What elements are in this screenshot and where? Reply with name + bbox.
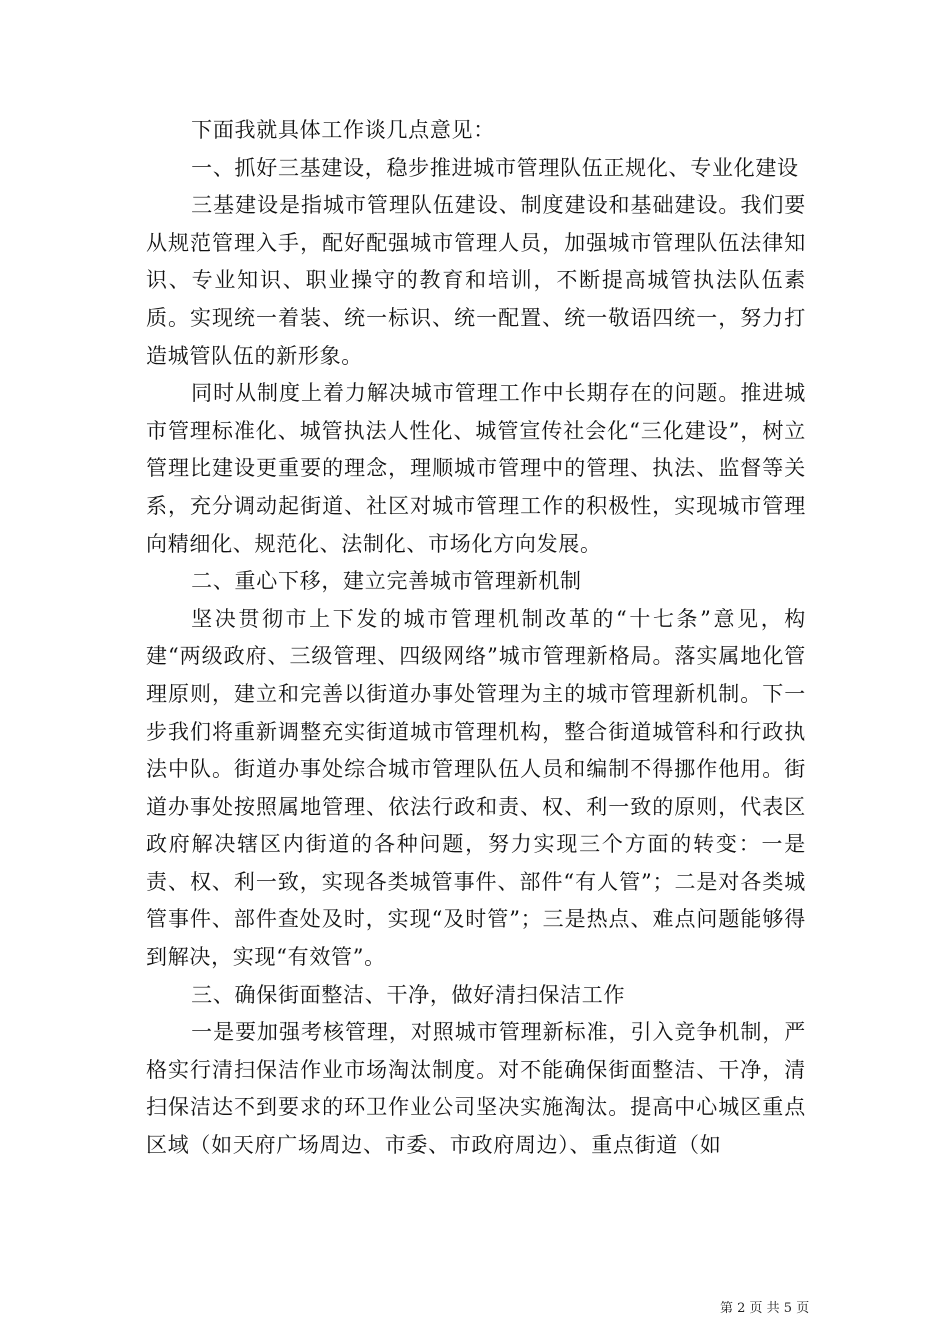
paragraph-mechanism: 坚决贯彻市上下发的城市管理机制改革的“十七条”意见，构建“两级政府、三级管理、四级网络”城市管理新格局。落实属地化管理原则，建立和完善以街道办事处管理为主的城市管理新机制。下一步我们将重新调整充实街道城市管理机构，整合街道城管科和行政执法中队。街道办事处综合城市管理队伍人员和编制不得挪作他用。街道办事处按照属地管理、依法行政和责、权、利一致的原则，代表区政府解决辖区内街道的各种问题，努力实现三个方面的转变：一是责、权、利一致，实现各类城管事件、部件“有人管”；二是对各类城管事件、部件查处及时，实现“及时管”；三是热点、难点问题能够得到解决，实现“有效管”。: [146, 606, 806, 970]
page-number-footer: 第 2 页 共 5 页: [720, 1301, 810, 1316]
document-body: [146, 112, 806, 1165]
paragraph-three-basics: 三基建设是指城市管理队伍建设、制度建设和基础建设。我们要从规范管理入手，配好配强城市管理人员，加强城市管理队伍法律知识、专业知识、职业操守的教育和培训，不断提高城管执法队伍素质。实现统一着装、统一标识、统一配置、统一敬语四统一，努力打造城管队伍的新形象。: [146, 193, 806, 368]
paragraph-institution: 同时从制度上着力解决城市管理工作中长期存在的问题。推进城市管理标准化、城管执法人性化、城管宣传社会化“三化建设”，树立管理比建设更重要的理念，理顺城市管理中的管理、执法、监督等关系，充分调动起街道、社区对城市管理工作的积极性，实现城市管理向精细化、规范化、法制化、市场化方向发展。: [146, 381, 806, 556]
section-heading-2: 二、重心下移，建立完善城市管理新机制: [191, 569, 582, 594]
section-heading-3: 三、确保街面整洁、干净，做好清扫保洁工作: [191, 982, 626, 1007]
paragraph-cleaning: 一是要加强考核管理，对照城市管理新标准，引入竞争机制，严格实行清扫保洁作业市场淘汰制度。对不能确保街面整洁、干净，清扫保洁达不到要求的环卫作业公司坚决实施淘汰。提高中心城区重点区域（如天府广场周边、市委、市政府周边）、重点街道（如: [146, 1020, 806, 1158]
paragraph-intro: 下面我就具体工作谈几点意见：: [191, 118, 495, 142]
section-heading-1: 一、抓好三基建设，稳步推进城市管理队伍正规化、专业化建设: [191, 155, 799, 180]
